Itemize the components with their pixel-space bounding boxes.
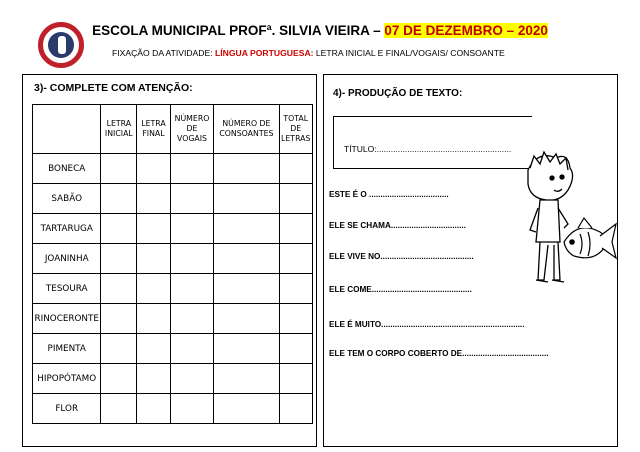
answer-cell[interactable] bbox=[101, 394, 137, 424]
header-word-cell bbox=[33, 105, 101, 154]
col-header: LETRA INICIAL bbox=[101, 105, 137, 154]
answer-cell[interactable] bbox=[214, 364, 279, 394]
answer-cell[interactable] bbox=[137, 394, 171, 424]
answer-cell[interactable] bbox=[214, 154, 279, 184]
text-line[interactable]: ESTE É O ................................... bbox=[329, 190, 449, 199]
table-row bbox=[33, 154, 313, 184]
word-cell: RINOCERONTE bbox=[33, 304, 101, 334]
answer-cell[interactable] bbox=[170, 304, 214, 334]
answer-cell[interactable] bbox=[101, 364, 137, 394]
section-4-title: 4)- PRODUÇÃO DE TEXTO: bbox=[333, 88, 463, 99]
answer-cell[interactable] bbox=[279, 274, 313, 304]
answer-cell[interactable] bbox=[170, 244, 214, 274]
date-highlight: 07 DE DEZEMBRO – 2020 bbox=[384, 23, 548, 38]
word-cell: FLOR bbox=[33, 394, 101, 424]
answer-cell[interactable] bbox=[279, 364, 313, 394]
subtitle-prefix: FIXAÇÃO DA ATIVIDADE: bbox=[112, 48, 215, 58]
table-row bbox=[33, 214, 313, 244]
answer-cell[interactable] bbox=[279, 154, 313, 184]
table-row bbox=[33, 364, 313, 394]
logo-figure-icon bbox=[58, 36, 66, 54]
answer-cell[interactable] bbox=[214, 274, 279, 304]
answer-cell[interactable] bbox=[214, 244, 279, 274]
text-line[interactable]: ELE TEM O CORPO COBERTO DE...................................... bbox=[329, 349, 549, 358]
table-row bbox=[33, 394, 313, 424]
answer-cell[interactable] bbox=[279, 304, 313, 334]
word-cell: BONECA bbox=[33, 154, 101, 184]
subtitle-topics: LETRA INICIAL E FINAL/VOGAIS/ CONSOANTE bbox=[313, 48, 505, 58]
text-line[interactable]: ELE COME............................................ bbox=[329, 285, 472, 294]
word-cell: TESOURA bbox=[33, 274, 101, 304]
table-row bbox=[33, 304, 313, 334]
col-header: TOTAL DE LETRAS bbox=[279, 105, 313, 154]
answer-cell[interactable] bbox=[170, 364, 214, 394]
answer-cell[interactable] bbox=[137, 214, 171, 244]
word-cell: PIMENTA bbox=[33, 334, 101, 364]
answer-cell[interactable] bbox=[214, 394, 279, 424]
word-cell: JOANINHA bbox=[33, 244, 101, 274]
text-line[interactable]: ELE É MUITO............................................................... bbox=[329, 320, 525, 329]
table-header-row bbox=[33, 105, 313, 154]
table-row bbox=[33, 184, 313, 214]
answer-cell[interactable] bbox=[279, 244, 313, 274]
answer-cell[interactable] bbox=[137, 244, 171, 274]
table-row bbox=[33, 274, 313, 304]
answer-cell[interactable] bbox=[170, 274, 214, 304]
col-header: LETRA FINAL bbox=[137, 105, 171, 154]
answer-cell[interactable] bbox=[170, 184, 214, 214]
answer-cell[interactable] bbox=[137, 274, 171, 304]
fish-icon bbox=[564, 218, 616, 258]
answer-cell[interactable] bbox=[279, 214, 313, 244]
section-3-title: 3)- COMPLETE COM ATENÇÃO: bbox=[34, 82, 193, 94]
page-title bbox=[0, 23, 640, 38]
word-cell: TARTARUGA bbox=[33, 214, 101, 244]
answer-cell[interactable] bbox=[279, 334, 313, 364]
answer-cell[interactable] bbox=[170, 154, 214, 184]
answer-cell[interactable] bbox=[101, 244, 137, 274]
answer-cell[interactable] bbox=[137, 334, 171, 364]
answer-cell[interactable] bbox=[101, 184, 137, 214]
answer-cell[interactable] bbox=[101, 304, 137, 334]
answer-cell[interactable] bbox=[101, 274, 137, 304]
word-cell: HIPOPÓTAMO bbox=[33, 364, 101, 394]
table-row bbox=[33, 244, 313, 274]
subtitle-subject: LÍNGUA PORTUGUESA: bbox=[215, 48, 314, 58]
col-header: NÚMERO DE VOGAIS bbox=[170, 105, 214, 154]
answer-cell[interactable] bbox=[214, 304, 279, 334]
activity-subtitle bbox=[112, 48, 505, 58]
answer-cell[interactable] bbox=[137, 184, 171, 214]
answer-cell[interactable] bbox=[170, 334, 214, 364]
answer-cell[interactable] bbox=[137, 154, 171, 184]
answer-cell[interactable] bbox=[214, 214, 279, 244]
title-box bbox=[333, 116, 532, 169]
answer-cell[interactable] bbox=[214, 334, 279, 364]
word-analysis-table bbox=[32, 104, 313, 424]
answer-cell[interactable] bbox=[279, 394, 313, 424]
answer-cell[interactable] bbox=[137, 364, 171, 394]
col-header: NÚMERO DE CONSOANTES bbox=[214, 105, 279, 154]
word-cell: SABÃO bbox=[33, 184, 101, 214]
answer-cell[interactable] bbox=[279, 184, 313, 214]
boy-icon bbox=[528, 152, 573, 282]
boy-and-fish-illustration bbox=[508, 150, 618, 310]
table-row bbox=[33, 334, 313, 364]
text-line[interactable]: ELE SE CHAMA................................. bbox=[329, 221, 466, 230]
answer-cell[interactable] bbox=[170, 394, 214, 424]
titulo-line[interactable]: TÍTULO:......................................................... bbox=[344, 144, 512, 154]
school-name: ESCOLA MUNICIPAL PROFª. SILVIA VIEIRA – bbox=[92, 23, 385, 38]
answer-cell[interactable] bbox=[101, 334, 137, 364]
answer-cell[interactable] bbox=[137, 304, 171, 334]
answer-cell[interactable] bbox=[214, 184, 279, 214]
answer-cell[interactable] bbox=[170, 214, 214, 244]
text-line[interactable]: ELE VIVE NO......................................... bbox=[329, 252, 474, 261]
answer-cell[interactable] bbox=[101, 154, 137, 184]
answer-cell[interactable] bbox=[101, 214, 137, 244]
